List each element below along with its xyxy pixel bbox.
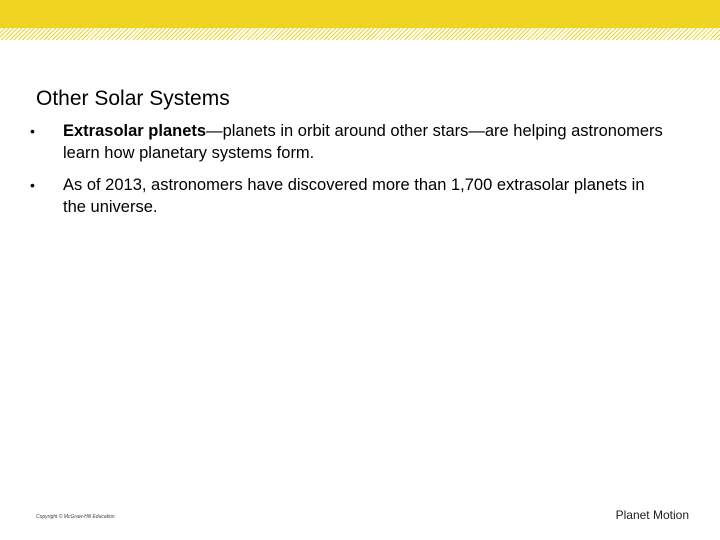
header-pattern-strip xyxy=(0,28,720,40)
bullet-marker: • xyxy=(30,177,35,193)
bullet-text: —planets in orbit around other stars—are helping astronomers learn how planetary systems form. xyxy=(63,122,663,162)
key-term: Extrasolar planets xyxy=(63,122,207,140)
copyright-notice: Copyright © McGraw-Hill Education xyxy=(36,514,115,520)
bullet-item xyxy=(30,174,670,218)
bullet-list xyxy=(30,120,670,228)
bullet-item xyxy=(30,120,670,164)
footer-section-title: Planet Motion xyxy=(615,508,689,522)
bullet-text: As of 2013, astronomers have discovered more than 1,700 extrasolar planets in the universe. xyxy=(63,176,645,216)
header-color-band xyxy=(0,0,720,28)
bullet-marker: • xyxy=(30,123,35,139)
slide-title: Other Solar Systems xyxy=(36,87,230,110)
